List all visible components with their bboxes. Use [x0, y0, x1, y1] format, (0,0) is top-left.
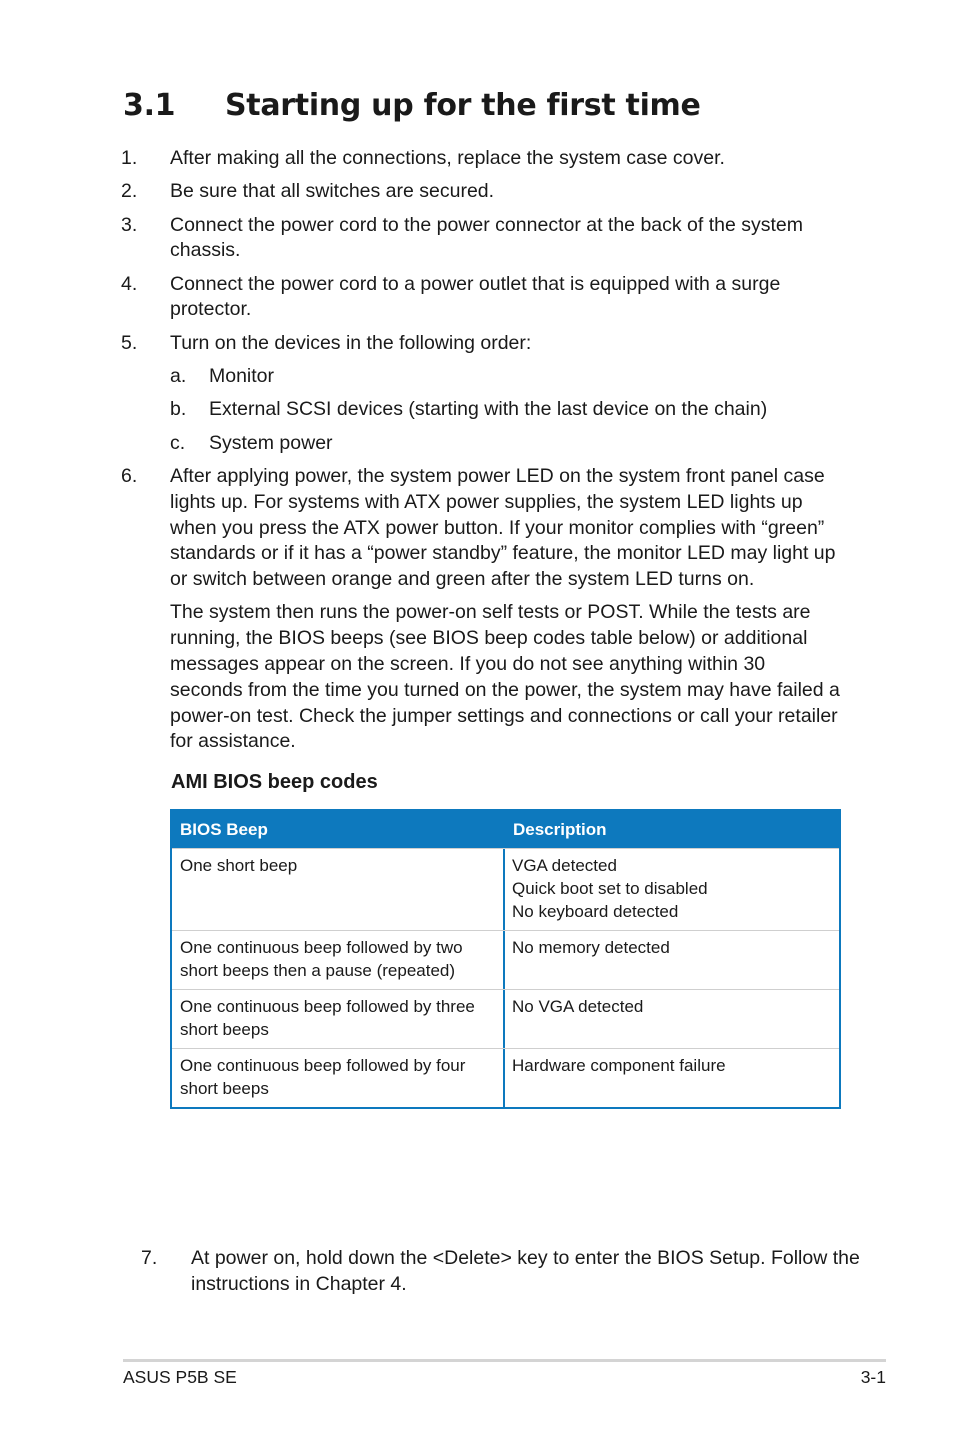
substep-letter: a. — [170, 365, 187, 388]
table-row — [172, 989, 839, 1048]
description-line: No VGA detected — [512, 997, 644, 1016]
description-cell — [505, 990, 839, 1048]
table-row — [172, 1048, 839, 1107]
beep-table-title: AMI BIOS beep codes — [171, 771, 378, 793]
substep-text: Monitor — [209, 365, 275, 388]
step-number: 2. — [121, 180, 138, 203]
step-text: After applying power, the system power LED on the system front panel case lights up. For systems with ATX power supplies, the system LED lights up when you press the ATX power button. If your monitor complies with “green” standards or if it has a “power standby” feature, the monitor LED may light up or switch between orange and green after the system LED turns on. — [170, 464, 836, 591]
substep-text: System power — [209, 431, 333, 454]
step-number: 5. — [121, 331, 138, 354]
step-text: After making all the connections, replace the system case cover. — [170, 147, 725, 169]
description-line: VGA detected — [512, 856, 617, 875]
step-text: Connect the power cord to the power connector at the back of the system chassis. — [170, 213, 804, 262]
step-number: 4. — [121, 272, 138, 295]
description-line: No memory detected — [512, 938, 670, 957]
page-heading — [123, 88, 701, 123]
description-cell — [505, 849, 839, 930]
list-item — [121, 331, 841, 357]
step-number: 3. — [121, 213, 138, 236]
beep-cell: One continuous beep followed by three short beeps — [172, 990, 505, 1048]
step-text: Turn on the devices in the following order: — [170, 331, 532, 354]
list-item — [121, 213, 841, 265]
step-number: 1. — [121, 147, 138, 169]
beep-codes-table — [170, 809, 841, 1109]
sub-list-item — [121, 364, 841, 390]
list-item — [121, 464, 841, 593]
substep-text: External SCSI devices (starting with the last device on the chain) — [209, 398, 768, 421]
step-text: Connect the power cord to a power outlet that is equipped with a surge protector. — [170, 272, 781, 321]
table-header — [172, 811, 839, 848]
startup-steps-list — [121, 146, 841, 763]
list-item — [121, 272, 841, 324]
post-paragraph: The system then runs the power-on self tests or POST. While the tests are running, the BIOS beeps (see BIOS beep codes table below) or additional messages appear on the screen. If you do not see anything within 30 seconds from the time you turned on the power, the system may have failed a power-on test. Check the jumper settings and connections or call your retailer for assistance. — [170, 601, 840, 753]
step-number: 6. — [121, 464, 138, 487]
substep-letter: b. — [170, 398, 187, 421]
beep-cell: One continuous beep followed by four short beeps — [172, 1049, 505, 1107]
footer-product-name: ASUS P5B SE — [123, 1367, 237, 1387]
description-line: No keyboard detected — [512, 902, 679, 921]
footer-divider — [123, 1359, 886, 1362]
description-cell — [505, 1049, 839, 1107]
sub-list-item — [121, 431, 841, 457]
step-text: Be sure that all switches are secured. — [170, 180, 495, 203]
description-line: Hardware component failure — [512, 1056, 726, 1075]
table-row — [172, 930, 839, 989]
section-title: Starting up for the first time — [225, 88, 701, 123]
description-cell — [505, 931, 839, 989]
footer-page-number: 3-1 — [860, 1367, 886, 1387]
substep-letter: c. — [170, 431, 186, 454]
list-item — [121, 146, 841, 172]
column-header-beep: BIOS Beep — [180, 820, 268, 839]
table-row — [172, 848, 839, 930]
list-item — [121, 179, 841, 205]
column-header-description: Description — [513, 820, 607, 839]
beep-cell: One short beep — [172, 849, 505, 930]
step-number: 7. — [141, 1247, 158, 1269]
list-item-step-7 — [141, 1246, 871, 1298]
section-number: 3.1 — [123, 88, 176, 123]
sub-list-item — [121, 397, 841, 423]
description-line: Quick boot set to disabled — [512, 879, 708, 898]
step-text: At power on, hold down the <Delete> key to enter the BIOS Setup. Follow the instructions in Chapter 4. — [191, 1247, 860, 1295]
beep-cell: One continuous beep followed by two short beeps then a pause (repeated) — [172, 931, 505, 989]
